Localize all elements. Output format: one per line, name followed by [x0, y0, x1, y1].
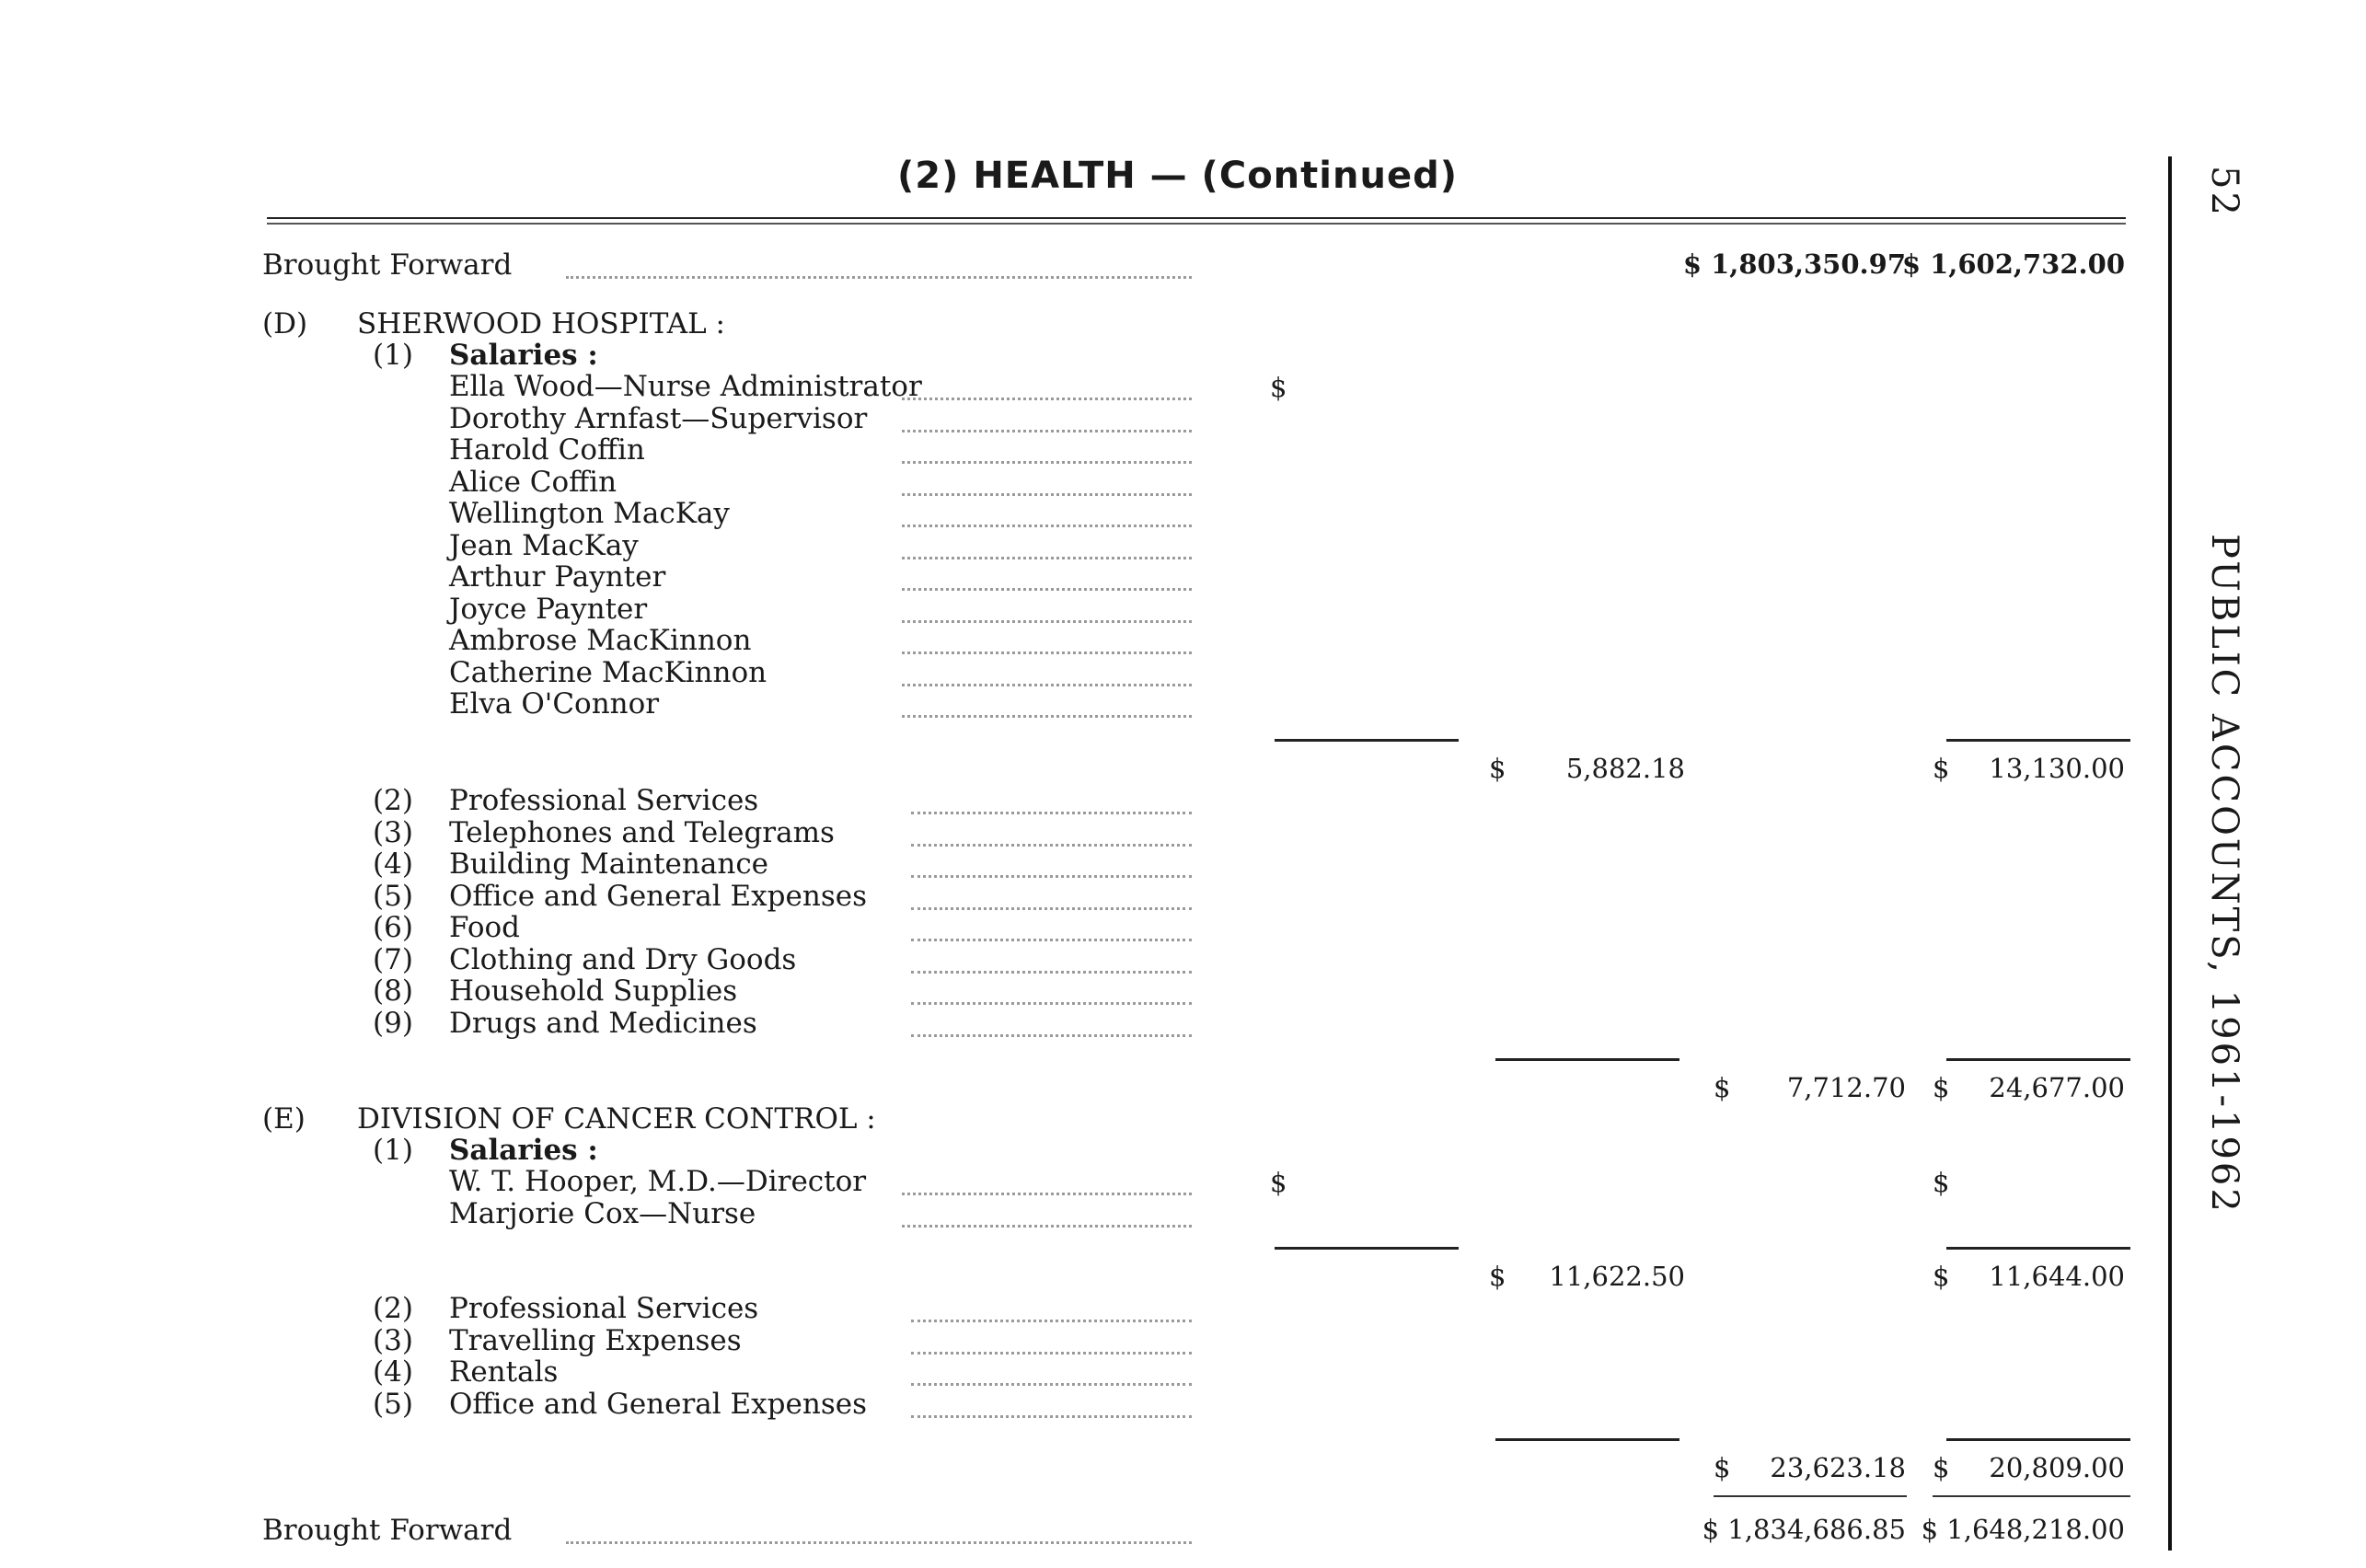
salaries-subtotal-col2: 5,882.18 [1565, 753, 1685, 784]
currency-sign: $ [1933, 753, 1950, 784]
section-letter: (E) [262, 1102, 306, 1136]
leader-dots [902, 651, 1192, 654]
leader-dots [911, 1383, 1192, 1386]
subsection-number: (1) [373, 339, 413, 372]
item-number: (6) [373, 911, 413, 944]
item-label: Office and General Expenses [449, 879, 867, 913]
item-label: Food [449, 911, 520, 944]
salary-name: Arthur Paynter [449, 560, 666, 594]
item-number: (3) [373, 815, 413, 849]
subsection-title: Salaries : [449, 339, 598, 372]
salary-name: Catherine MacKinnon [449, 655, 768, 689]
leader-dots [911, 1034, 1192, 1037]
leader-dots [902, 398, 1192, 400]
salary-name: Elva O'Connor [449, 687, 660, 721]
leader-dots [911, 1352, 1192, 1355]
leader-dots [566, 276, 1192, 279]
subtotal-rule [1946, 1247, 2130, 1250]
total-rule [1946, 1438, 2130, 1441]
page-title: (2) HEALTH — (Continued) [897, 155, 1458, 197]
currency-sign: $ [1933, 1167, 1950, 1198]
leader-dots [902, 684, 1192, 686]
currency-sign: $ [1489, 753, 1506, 784]
subtotal-rule [1275, 1247, 1459, 1250]
item-label: Office and General Expenses [449, 1387, 867, 1421]
leader-dots [566, 1541, 1192, 1544]
section-total-col3: 23,623.18 [1770, 1452, 1906, 1483]
salary-name: Alice Coffin [449, 465, 617, 499]
brought-forward-col3: $ 1,834,686.85 [1702, 1514, 1906, 1545]
item-number: (3) [373, 1323, 413, 1357]
currency-sign: $ [1933, 1072, 1950, 1103]
salary-name: Harold Coffin [449, 433, 645, 467]
subsection-number: (1) [373, 1134, 413, 1167]
item-label: Rentals [449, 1355, 559, 1389]
leader-dots [902, 1225, 1192, 1228]
currency-sign: $ [1270, 1167, 1287, 1198]
item-label: Telephones and Telegrams [449, 815, 835, 849]
item-label: Professional Services [449, 1292, 759, 1325]
item-number: (9) [373, 1006, 413, 1040]
salary-name: Dorothy Arnfast—Supervisor [449, 401, 868, 435]
leader-dots [911, 844, 1192, 847]
item-label: Drugs and Medicines [449, 1006, 757, 1040]
item-number: (7) [373, 942, 413, 976]
header-rule-2 [267, 223, 2126, 225]
leader-dots [902, 493, 1192, 496]
subtotal-rule [1275, 739, 1459, 742]
section-total-col4: 24,677.00 [1989, 1072, 2125, 1103]
total-rule [1946, 1058, 2130, 1061]
leader-dots [902, 430, 1192, 432]
item-label: Clothing and Dry Goods [449, 942, 797, 976]
section-letter: (D) [262, 307, 308, 340]
leader-dots [911, 939, 1192, 941]
salaries-subtotal-col4: 13,130.00 [1989, 753, 2125, 784]
leader-dots [911, 812, 1192, 814]
total-underline [1933, 1495, 2130, 1497]
item-number: (2) [373, 1292, 413, 1325]
section-title: DIVISION OF CANCER CONTROL : [357, 1102, 876, 1136]
brought-forward-col3: $ 1,803,350.97 [1682, 248, 1906, 280]
section-title: SHERWOOD HOSPITAL : [357, 307, 726, 340]
salary-name: Marjorie Cox—Nurse [449, 1197, 756, 1230]
item-number: (8) [373, 974, 413, 1008]
leader-dots [911, 971, 1192, 974]
leader-dots [911, 1320, 1192, 1322]
page-number: 52 [2203, 166, 2245, 218]
item-label: Household Supplies [449, 974, 738, 1008]
brought-forward-label: Brought Forward [262, 248, 513, 282]
item-number: (2) [373, 784, 413, 817]
salary-name: W. T. Hooper, M.D.—Director [449, 1165, 867, 1198]
leader-dots [911, 1002, 1192, 1005]
leader-dots [911, 907, 1192, 910]
leader-dots [902, 588, 1192, 591]
currency-sign: $ [1714, 1452, 1731, 1483]
side-title: PUBLIC ACCOUNTS, 1961-1962 [2203, 534, 2245, 1215]
currency-sign: $ [1270, 372, 1287, 403]
total-rule [1495, 1438, 1679, 1441]
leader-dots [902, 525, 1192, 527]
salary-name: Ella Wood—Nurse Administrator [449, 370, 922, 403]
salaries-subtotal-col4: 11,644.00 [1989, 1261, 2125, 1292]
salary-name: Ambrose MacKinnon [449, 624, 752, 657]
total-rule [1495, 1058, 1679, 1061]
brought-forward-label: Brought Forward [262, 1514, 513, 1547]
section-total-col3: 7,712.70 [1786, 1072, 1906, 1103]
currency-sign: $ [1933, 1452, 1950, 1483]
header-rule [267, 217, 2126, 219]
leader-dots [902, 461, 1192, 464]
leader-dots [911, 875, 1192, 878]
leader-dots [902, 715, 1192, 718]
currency-sign: $ [1933, 1261, 1950, 1292]
item-label: Building Maintenance [449, 847, 769, 881]
currency-sign: $ [1489, 1261, 1506, 1292]
salaries-subtotal-col2: 11,622.50 [1549, 1261, 1685, 1292]
leader-dots [902, 557, 1192, 559]
total-underline [1714, 1495, 1907, 1497]
item-number: (5) [373, 1387, 413, 1421]
leader-dots [902, 1193, 1192, 1195]
item-number: (5) [373, 879, 413, 913]
item-label: Professional Services [449, 784, 759, 817]
subsection-title: Salaries : [449, 1134, 598, 1167]
leader-dots [911, 1415, 1192, 1418]
page-edge-rule [2168, 156, 2172, 1551]
currency-sign: $ [1714, 1072, 1731, 1103]
item-label: Travelling Expenses [449, 1323, 742, 1357]
salary-name: Joyce Paynter [449, 592, 648, 626]
item-number: (4) [373, 1355, 413, 1389]
leader-dots [902, 620, 1192, 623]
salary-name: Jean MacKay [449, 528, 639, 562]
brought-forward-col4: $ 1,602,732.00 [1901, 248, 2125, 280]
section-total-col4: 20,809.00 [1989, 1452, 2125, 1483]
subtotal-rule [1946, 739, 2130, 742]
item-number: (4) [373, 847, 413, 881]
brought-forward-col4: $ 1,648,218.00 [1921, 1514, 2125, 1545]
salary-name: Wellington MacKay [449, 497, 730, 530]
